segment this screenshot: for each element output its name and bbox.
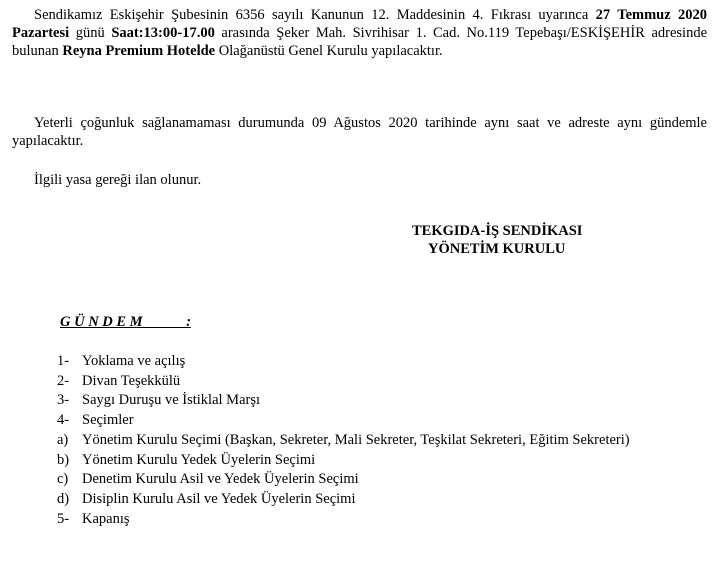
agenda-item <box>57 490 630 510</box>
agenda-item-number: c) <box>57 471 69 488</box>
agenda-item-text: Seçimler <box>82 412 134 429</box>
announcement-paragraph <box>12 6 707 60</box>
agenda-item <box>57 470 630 490</box>
agenda-item-number: d) <box>57 490 70 507</box>
agenda-item-number: 5- <box>57 510 70 527</box>
legal-notice-paragraph: İlgili yasa gereği ilan olunur. <box>34 172 202 188</box>
agenda-item-text: Yoklama ve açılış <box>82 353 186 369</box>
agenda-item-number: 1- <box>57 353 70 369</box>
paragraph-text: Sendikamız Eskişehir Şubesinin 6356 sayılı Kanunun 12. Maddesinin 4. Fıkrası uyarınca <box>34 7 596 23</box>
paragraph-text: günü <box>69 25 112 41</box>
agenda-item-number: 3- <box>57 392 70 409</box>
agenda-item-number: 2- <box>57 372 70 389</box>
signature-board: YÖNETİM KURULU <box>428 241 566 257</box>
agenda-item-text: Saygı Duruşu ve İstiklal Marşı <box>82 392 261 409</box>
agenda-item-text: Disiplin Kurulu Asil ve Yedek Üyelerin Seçimi <box>82 490 356 507</box>
agenda-item-text: Denetim Kurulu Asil ve Yedek Üyelerin Seçimi <box>82 471 359 488</box>
agenda-item <box>57 352 630 372</box>
agenda-list <box>57 352 630 529</box>
agenda-item-number: b) <box>57 451 70 468</box>
agenda-item-number: a) <box>57 431 69 448</box>
meeting-venue: Reyna Premium Hotelde <box>62 43 216 59</box>
paragraph-text: Olağanüstü Genel Kurulu yapılacaktır. <box>215 43 443 59</box>
paragraph-text: arasında Şeker Mah. Sivrihisar 1. Cad. No.119 Tepebaşı/ESKİŞEHİR adresinde bulunan <box>12 25 708 59</box>
agenda-heading: G Ü N D E M : <box>60 314 191 330</box>
agenda-item <box>57 411 630 431</box>
agenda-item <box>57 510 630 530</box>
agenda-item-text: Kapanış <box>82 510 130 527</box>
agenda-item-text: Divan Teşekkülü <box>82 372 181 389</box>
agenda-item-text: Yönetim Kurulu Yedek Üyelerin Seçimi <box>82 451 316 468</box>
agenda-item-number: 4- <box>57 412 70 429</box>
signature-organization: TEKGIDA-İŞ SENDİKASI <box>412 223 583 239</box>
agenda-item <box>57 372 630 392</box>
meeting-time: Saat:13:00-17.00 <box>111 25 215 41</box>
meeting-date: 27 Temmuz 2020 Pazartesi <box>12 7 707 41</box>
fallback-date-paragraph: Yeterli çoğunluk sağlanamaması durumunda 09 Ağustos 2020 tarihinde aynı saat ve adreste aynı gündemle yapılacaktır. <box>12 115 707 149</box>
agenda-item-text: Yönetim Kurulu Seçimi (Başkan, Sekreter, Mali Sekreter, Teşkilat Sekreteri, Eğitim Sekreteri) <box>82 431 630 448</box>
agenda-item <box>57 451 630 471</box>
agenda-item <box>57 431 630 451</box>
agenda-item <box>57 391 630 411</box>
